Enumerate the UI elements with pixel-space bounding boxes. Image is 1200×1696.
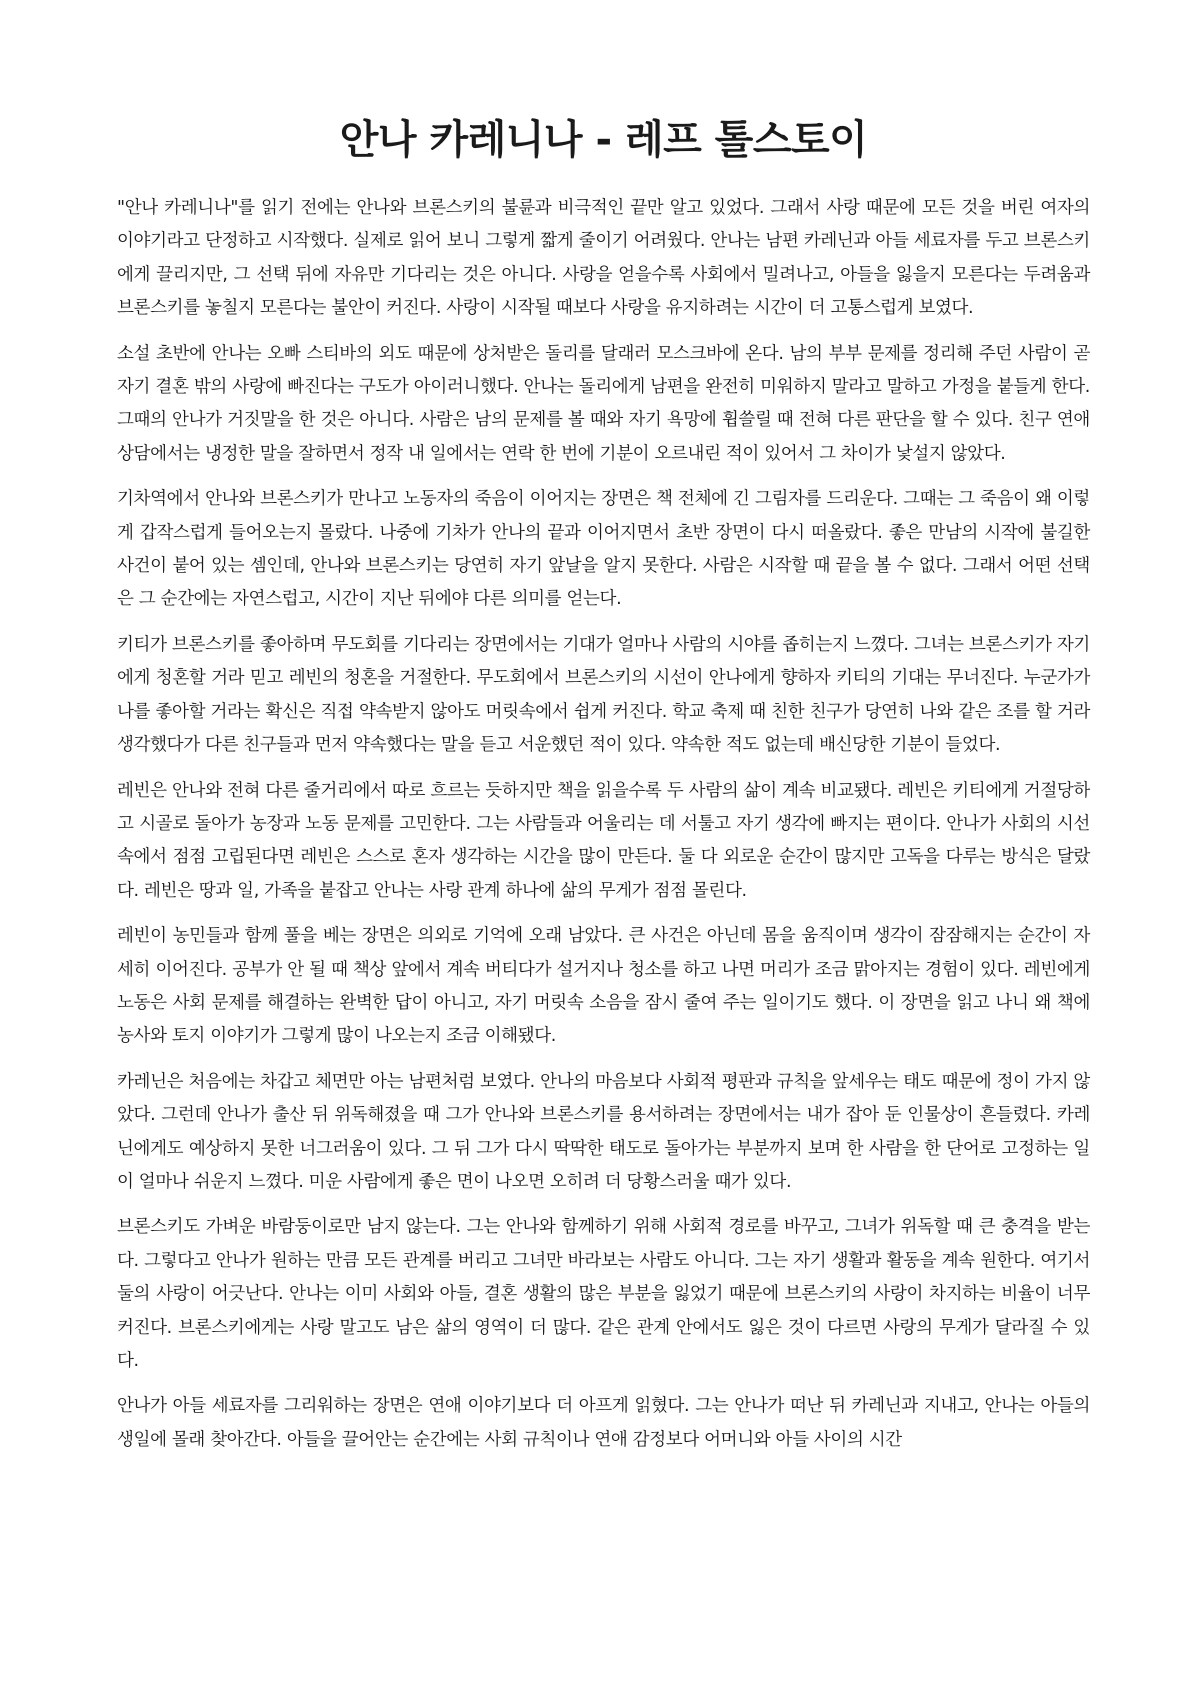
paragraph-7: 카레닌은 처음에는 차갑고 체면만 아는 남편처럼 보였다. 안나의 마음보다 사회적 평판과 규칙을 앞세우는 태도 때문에 정이 가지 않았다. 그런데 안나가 출산 뒤 위독해졌을 때 그가 안나와 브론스키를 용서하려는 장면에서는 내가 잡아 둔 인물상이 흔들렸다. 카레닌에게도 예상하지 못한 너그러움이 있다. 그 뒤 그가 다시 딱딱한 태도로 돌아가는 부분까지 보며 한 사람을 한 단어로 고정하는 일이 얼마나 쉬운지 느꼈다. 미운 사람에게 좋은 면이 나오면 오히려 더 당황스러울 때가 있다. [117, 1071, 1090, 1192]
paragraph-9: 안나가 아들 세료자를 그리워하는 장면은 연애 이야기보다 더 아프게 읽혔다. 그는 안나가 떠난 뒤 카레닌과 지내고, 안나는 아들의 생일에 몰래 찾아간다. 아들을 끌어안는 순간에는 사회 규칙이나 연애 감정보다 어머니와 아들 사이의 시간 [117, 1396, 1090, 1450]
paragraph-6: 레빈이 농민들과 함께 풀을 베는 장면은 의외로 기억에 오래 남았다. 큰 사건은 아닌데 몸을 움직이며 생각이 잠잠해지는 순간이 자세히 이어진다. 공부가 안 될 때 책상 앞에서 계속 버티다가 설거지나 청소를 하고 나면 머리가 조금 맑아지는 경험이 있다. 레빈에게 노동은 사회 문제를 해결하는 완벽한 답이 아니고, 자기 머릿속 소음을 잠시 줄여 주는 일이기도 했다. 이 장면을 읽고 나니 왜 책에 농사와 토지 이야기가 그렇게 많이 나오는지 조금 이해됐다. [117, 926, 1090, 1047]
document-body [117, 192, 1090, 1457]
paragraph-2: 소설 초반에 안나는 오빠 스티바의 외도 때문에 상처받은 돌리를 달래러 모스크바에 온다. 남의 부부 문제를 정리해 주던 사람이 곧 자기 결혼 밖의 사랑에 빠진다는 구도가 아이러니했다. 안나는 돌리에게 남편을 완전히 미워하지 말라고 말하고 가정을 붙들게 한다. 그때의 안나가 거짓말을 한 것은 아니다. 사람은 남의 문제를 볼 때와 자기 욕망에 휩쓸릴 때 전혀 다른 판단을 할 수 있다. 친구 연애 상담에서는 냉정한 말을 잘하면서 정작 내 일에서는 연락 한 번에 기분이 오르내린 적이 있어서 그 차이가 낯설지 않았다. [117, 343, 1090, 464]
paragraph-5: 레빈은 안나와 전혀 다른 줄거리에서 따로 흐르는 듯하지만 책을 읽을수록 두 사람의 삶이 계속 비교됐다. 레빈은 키티에게 거절당하고 시골로 돌아가 농장과 노동 문제를 고민한다. 그는 사람들과 어울리는 데 서툴고 자기 생각에 빠지는 편이다. 안나가 사회의 시선 속에서 점점 고립된다면 레빈은 스스로 혼자 생각하는 시간을 많이 만든다. 둘 다 외로운 순간이 많지만 고독을 다루는 방식은 달랐다. 레빈은 땅과 일, 가족을 붙잡고 안나는 사랑 관계 하나에 삶의 무게가 점점 몰린다. [117, 780, 1090, 901]
document-title: 안나 카레니나 - 레프 톨스토이 [339, 117, 868, 163]
paragraph-3: 기차역에서 안나와 브론스키가 만나고 노동자의 죽음이 이어지는 장면은 책 전체에 긴 그림자를 드리운다. 그때는 그 죽음이 왜 이렇게 갑작스럽게 들어오는지 몰랐다. 나중에 기차가 안나의 끝과 이어지면서 초반 장면이 다시 떠올랐다. 좋은 만남의 시작에 불길한 사건이 붙어 있는 셈인데, 안나와 브론스키는 당연히 자기 앞날을 알지 못한다. 사람은 시작할 때 끝을 볼 수 없다. 그래서 어떤 선택은 그 순간에는 자연스럽고, 시간이 지난 뒤에야 다른 의미를 얻는다. [117, 489, 1090, 610]
paragraph-8: 브론스키도 가벼운 바람둥이로만 남지 않는다. 그는 안나와 함께하기 위해 사회적 경로를 바꾸고, 그녀가 위독할 때 큰 충격을 받는다. 그렇다고 안나가 원하는 만큼 모든 관계를 버리고 그녀만 바라보는 사람도 아니다. 그는 자기 생활과 활동을 계속 원한다. 여기서 둘의 사랑이 어긋난다. 안나는 이미 사회와 아들, 결혼 생활의 많은 부분을 잃었기 때문에 브론스키의 사랑이 차지하는 비율이 너무 커진다. 브론스키에게는 사랑 말고도 남은 삶의 영역이 더 많다. 같은 관계 안에서도 잃은 것이 다르면 사랑의 무게가 달라질 수 있다. [117, 1217, 1090, 1371]
paragraph-4: 키티가 브론스키를 좋아하며 무도회를 기다리는 장면에서는 기대가 얼마나 사람의 시야를 좁히는지 느꼈다. 그녀는 브론스키가 자기에게 청혼할 거라 믿고 레빈의 청혼을 거절한다. 무도회에서 브론스키의 시선이 안나에게 향하자 키티의 기대는 무너진다. 누군가가 나를 좋아할 거라는 확신은 직접 약속받지 않아도 머릿속에서 쉽게 커진다. 학교 축제 때 친한 친구가 당연히 나와 같은 조를 할 거라 생각했다가 다른 친구들과 먼저 약속했다는 말을 듣고 서운했던 적이 있다. 약속한 적도 없는데 배신당한 기분이 들었다. [117, 634, 1090, 756]
paragraph-1: "안나 카레니나"를 읽기 전에는 안나와 브론스키의 불륜과 비극적인 끝만 알고 있었다. 그래서 사랑 때문에 모든 것을 버린 여자의 이야기라고 단정하고 시작했다. 실제로 읽어 보니 그렇게 짧게 줄이기 어려웠다. 안나는 남편 카레닌과 아들 세료자를 두고 브론스키에게 끌리지만, 그 선택 뒤에 자유만 기다리는 것은 아니다. 사랑을 얻을수록 사회에서 밀려나고, 아들을 잃을지 모른다는 두려움과 브론스키를 놓칠지 모른다는 불안이 커진다. 사랑이 시작될 때보다 사랑을 유지하려는 시간이 더 고통스럽게 보였다. [117, 198, 1090, 319]
